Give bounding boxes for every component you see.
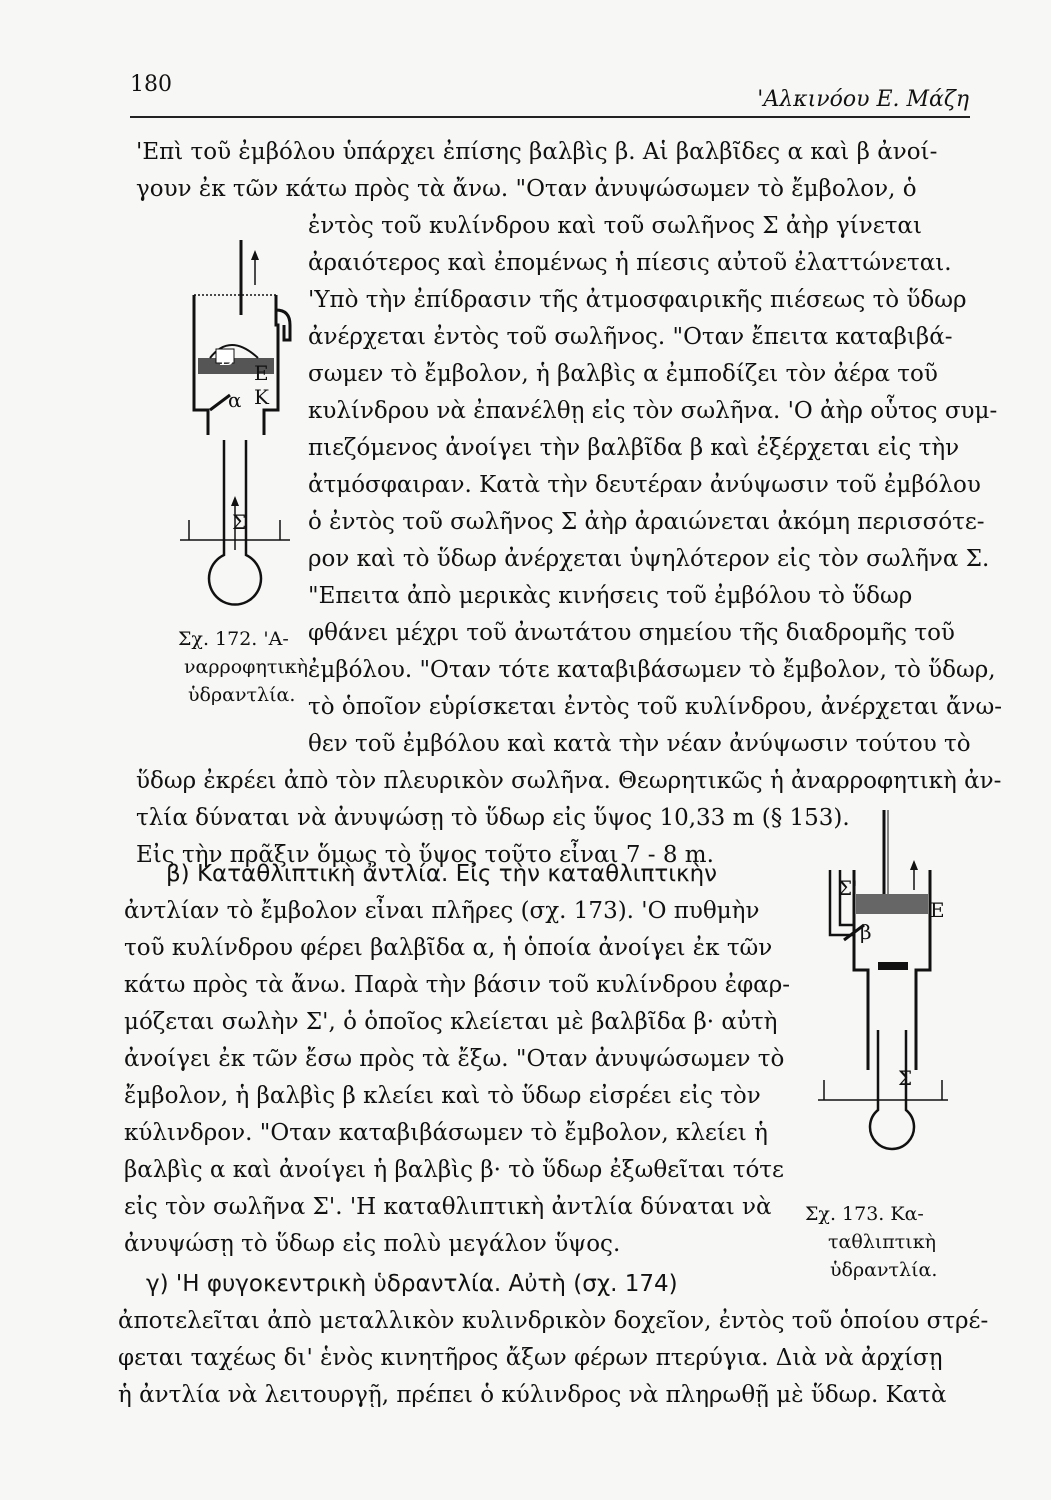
header-rule <box>130 116 970 118</box>
text-line: θεν τοῦ ἐμβόλου καὶ κατὰ τὴν νέαν ἀνύψωσιν τούτου τὸ <box>308 731 971 757</box>
label-sigma: Σ <box>898 1066 913 1090</box>
text-line: 'Υπὸ τὴν ἐπίδρασιν τῆς ἀτμοσφαιρικῆς πιέσεως τὸ ὕδωρ <box>308 287 967 313</box>
text-line: φεται ταχέως δι' ἑνὸς κινητῆρος ἄξων φέρων πτερύγια. Διὰ νὰ ἀρχίσῃ <box>118 1345 943 1371</box>
text-line: ρον καὶ τὸ ὕδωρ ἀνέρχεται ὑψηλότερον εἰς τὸν σωλῆνα Σ. <box>308 546 990 572</box>
text-line: πιεζόμενος ἀνοίγει τὴν βαλβῖδα β καὶ ἐξέρχεται εἰς τὴν <box>308 435 960 461</box>
text-line: τλία δύναται νὰ ἀνυψώσῃ τὸ ὕδωρ εἰς ὕψος 10,33 m (§ 153). <box>136 805 850 831</box>
text-line: ἡ ἀντλία νὰ λειτουργῇ, πρέπει ὁ κύλινδρος νὰ πληρωθῇ μὲ ὕδωρ. Κατὰ <box>118 1382 947 1408</box>
figure-173-force-pump <box>818 810 948 1190</box>
text-line: "Επειτα ἀπὸ μερικὰς κινήσεις τοῦ ἐμβόλου τὸ ὕδωρ <box>308 583 913 609</box>
figure-173-caption-line: Σχ. 173. Κα- <box>805 1203 924 1225</box>
text-line: τὸ ὁποῖον εὑρίσκεται ἐντὸς τοῦ κυλίνδρου, ἀνέρχεται ἄνω- <box>308 694 1002 720</box>
text-line: εἰς τὸν σωλῆνα Σ'. 'Η καταθλιπτικὴ ἀντλία δύναται νὰ <box>124 1194 772 1220</box>
text-line: τοῦ κυλίνδρου φέρει βαλβῖδα α, ἡ ὁποία ἀνοίγει ἐκ τῶν <box>124 935 773 961</box>
text-line: κάτω πρὸς τὰ ἄνω. Παρὰ τὴν βάσιν τοῦ κυλίνδρου ἐφαρ- <box>124 972 791 998</box>
label-K: K <box>254 385 269 409</box>
text-line: 'Επὶ τοῦ ἐμβόλου ὑπάρχει ἐπίσης βαλβὶς β. Αἱ βαλβῖδες α καὶ β ἀνοί- <box>136 139 938 165</box>
text-line: σωμεν τὸ ἔμβολον, ἡ βαλβὶς α ἐμποδίζει τὸν ἀέρα τοῦ <box>308 361 938 387</box>
text-line: ἐντὸς τοῦ κυλίνδρου καὶ τοῦ σωλῆνος Σ ἀὴρ γίνεται <box>308 213 922 239</box>
text-line: ὁ ἐντὸς τοῦ σωλῆνος Σ ἀὴρ ἀραιώνεται ἀκόμη περισσότε- <box>308 509 985 535</box>
text-line: κυλίνδρου νὰ ἐπανέλθῃ εἰς τὸν σωλῆνα. 'Ο ἀὴρ οὗτος συμ- <box>308 398 998 424</box>
text-line: ἀτμόσφαιραν. Κατὰ τὴν δευτέραν ἀνύψωσιν τοῦ ἐμβόλου <box>308 472 981 498</box>
label-B: B <box>219 346 234 370</box>
figure-172-caption-line: ναρροφητικὴ <box>184 656 309 678</box>
text-line: ἀποτελεῖται ἀπὸ μεταλλικὸν κυλινδρικὸν δοχεῖον, ἐντὸς τοῦ ὁποίου στρέ- <box>118 1308 989 1334</box>
text-line: κύλινδρον. "Οταν καταβιβάσωμεν τὸ ἔμβολον, κλείει ἡ <box>124 1120 768 1146</box>
text-line: ὕδωρ ἐκρέει ἀπὸ τὸν πλευρικὸν σωλῆνα. Θεωρητικῶς ἡ ἀναρροφητικὴ ἀν- <box>136 768 1002 794</box>
figure-172-suction-pump <box>180 240 290 610</box>
label-E: E <box>930 898 945 922</box>
text-line: Εἰς τὴν πρᾶξιν ὅμως τὸ ὕψος τοῦτο εἶναι 7 - 8 m. <box>136 842 714 868</box>
text-line: ἀνοίγει ἐκ τῶν ἔσω πρὸς τὰ ἔξω. "Οταν ἀνυψώσωμεν τὸ <box>124 1046 785 1072</box>
section-gamma-heading-line: γ) 'Η φυγοκεντρικὴ ὑδραντλία. Αὐτὴ (σχ. 174) <box>146 1271 678 1297</box>
text-line: βαλβὶς α καὶ ἀνοίγει ἡ βαλβὶς β· τὸ ὕδωρ ἐξωθεῖται τότε <box>124 1157 784 1183</box>
label-sigma-prime: Σ' <box>838 876 858 900</box>
text-line: ἀντλίαν τὸ ἔμβολον εἶναι πλῆρες (σχ. 173). 'Ο πυθμὴν <box>124 898 760 924</box>
figure-173-caption-line: ὑδραντλία. <box>830 1259 938 1281</box>
text-line: γουν ἐκ τῶν κάτω πρὸς τὰ ἄνω. "Οταν ἀνυψώσωμεν τὸ ἔμβολον, ὁ <box>136 176 917 202</box>
text-line: ἀραιότερος καὶ ἐπομένως ἡ πίεσις αὐτοῦ ἐλαττώνεται. <box>308 250 952 276</box>
text-line: φθάνει μέχρι τοῦ ἀνωτάτου σημείου τῆς διαδρομῆς τοῦ <box>308 620 955 646</box>
figure-173-caption-line: ταθλιπτικὴ <box>828 1231 936 1253</box>
section-beta-heading-line: β) Καταθλιπτικὴ ἀντλία. Εἰς τὴν καταθλιπτικὴν <box>166 861 717 887</box>
label-alpha: α <box>228 388 242 412</box>
label-beta: β <box>860 920 872 944</box>
page-number: 180 <box>130 72 172 97</box>
text-line: μόζεται σωλὴν Σ', ὁ ὁποῖος κλείεται μὲ βαλβῖδα β· αὐτὴ <box>124 1009 778 1035</box>
label-sigma: Σ <box>232 510 247 534</box>
text-line: ἔμβολον, ἡ βαλβὶς β κλείει καὶ τὸ ὕδωρ εἰσρέει εἰς τὸν <box>124 1083 761 1109</box>
text-line: ἐμβόλου. "Οταν τότε καταβιβάσωμεν τὸ ἔμβολον, τὸ ὕδωρ, <box>308 657 996 683</box>
figure-172-caption-line: ὑδραντλία. <box>188 684 296 706</box>
text-line: ἀνυψώσῃ τὸ ὕδωρ εἰς πολὺ μεγάλον ὕψος. <box>124 1231 621 1257</box>
label-E: E <box>254 361 269 385</box>
figure-172-caption-line: Σχ. 172. 'Α- <box>178 628 289 650</box>
text-line: ἀνέρχεται ἐντὸς τοῦ σωλῆνος. "Οταν ἔπειτα καταβιβά- <box>308 324 953 350</box>
running-header-author: 'Αλκινόου Ε. Μάζη <box>757 87 969 112</box>
